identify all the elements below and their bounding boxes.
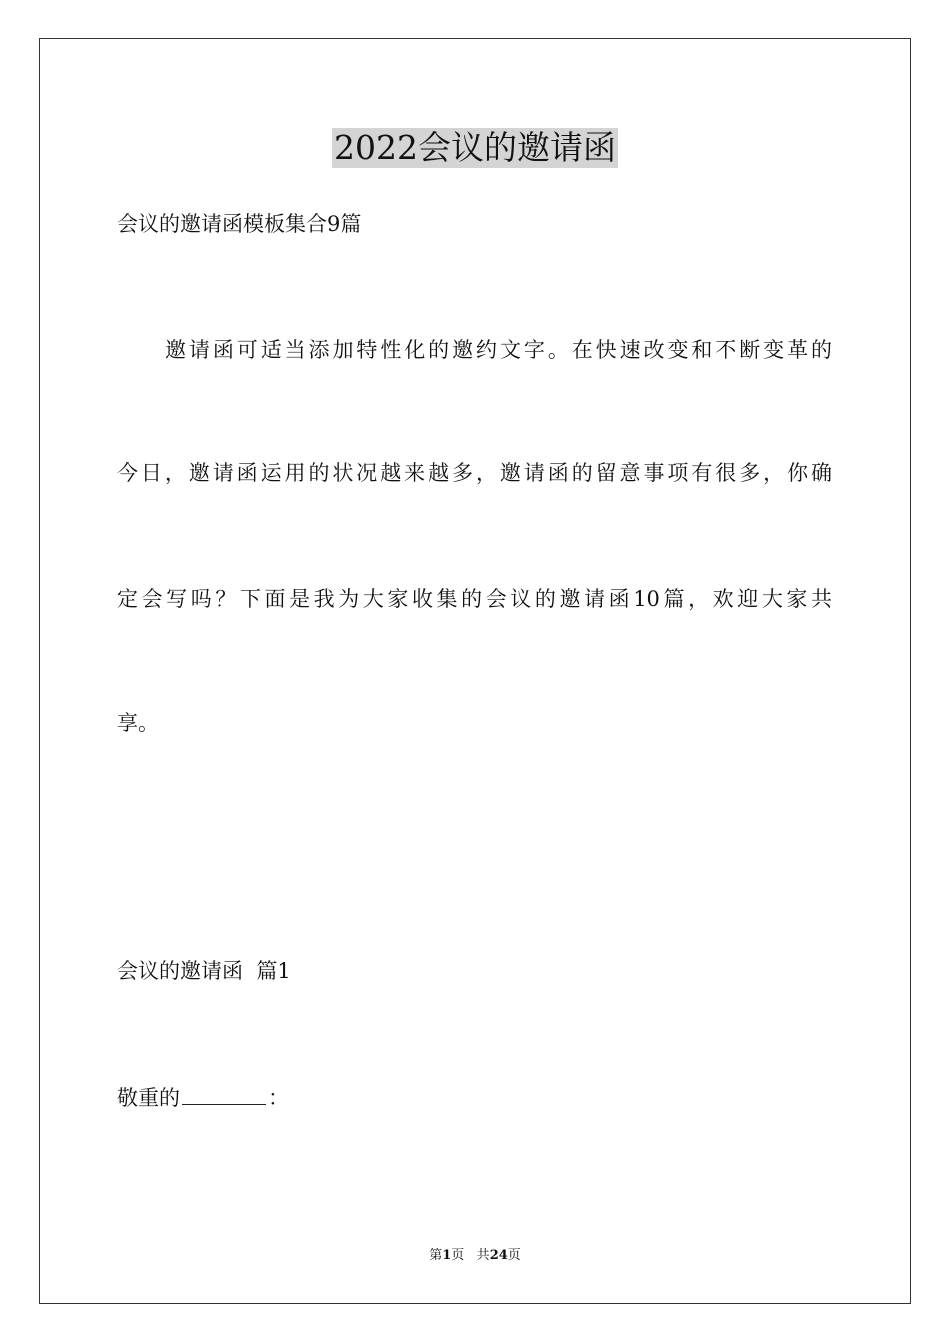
title-container <box>0 128 950 168</box>
salutation-suffix: ： <box>268 1086 289 1110</box>
footer-total-suffix: 页 <box>507 1248 521 1263</box>
intro-line-1: 邀请函可适当添加特性化的邀约文字。在快速改变和不断变革的 <box>165 338 832 362</box>
salutation-prefix: 敬重的 <box>117 1086 180 1110</box>
document-title: 2022会议的邀请函 <box>334 128 616 167</box>
intro-line-4: 享。 <box>117 711 159 735</box>
footer-total-pages: 24 <box>489 1248 508 1263</box>
intro-line-2: 今日，邀请函运用的状况越来越多，邀请函的留意事项有很多，你确 <box>117 461 832 485</box>
footer-page-suffix: 页 <box>451 1248 465 1263</box>
document-subtitle: 会议的邀请函模板集合9篇 <box>117 212 362 236</box>
intro-line-3: 定会写吗？下面是我为大家收集的会议的邀请函10篇，欢迎大家共 <box>117 587 832 611</box>
recipient-blank <box>182 1082 266 1105</box>
footer-page-number: 1 <box>442 1248 452 1263</box>
page-footer <box>0 1247 950 1265</box>
footer-total-prefix: 共 <box>476 1248 490 1263</box>
section-heading: 会议的邀请函 篇1 <box>117 959 291 983</box>
footer-page-prefix: 第 <box>429 1248 443 1263</box>
salutation <box>117 1082 289 1112</box>
